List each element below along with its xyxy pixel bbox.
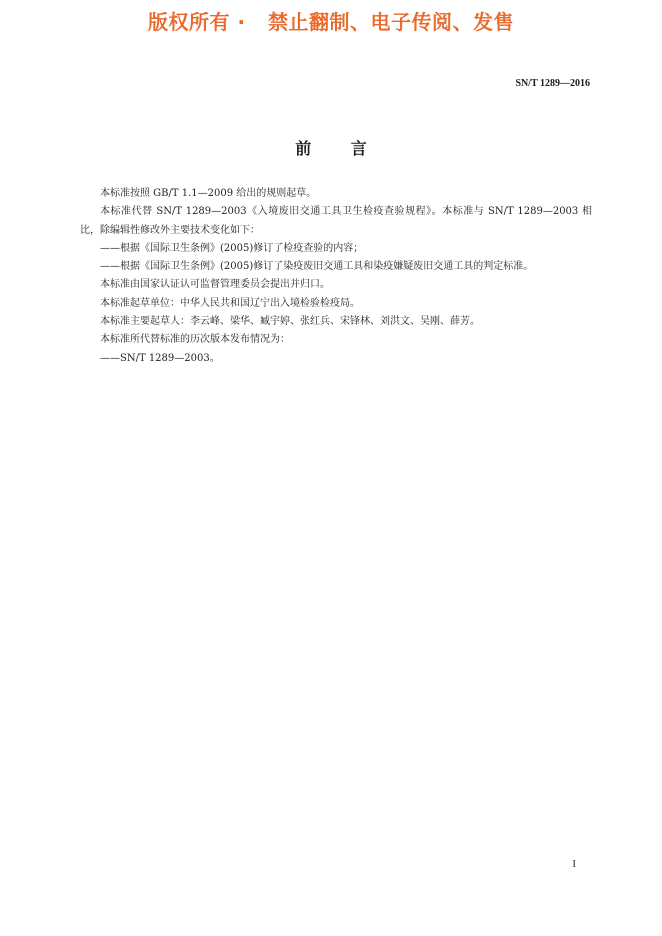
paragraph-replaces-standard: 本标准代替 SN/T 1289—2003《入境废旧交通工具卫生检疫查验规程》。本标准与 SN/T 1289—2003 相比，除编辑性修改外主要技术变化如下： <box>80 206 592 236</box>
list-item-change-criteria: ——根据《国际卫生条例》(2005)修订了染疫废旧交通工具和染疫嫌疑废旧交通工具的判定标准。 <box>100 261 534 273</box>
page-title: 前 言 <box>295 139 367 158</box>
standard-code: SN/T 1289—2016 <box>515 78 590 89</box>
page-number: I <box>572 858 576 870</box>
paragraph-proposed-by: 本标准由国家认证认可监督管理委员会提出并归口。 <box>100 279 330 291</box>
copyright-watermark: 版权所有 · 禁止翻制、电子传阅、发售 <box>148 10 514 34</box>
paragraph-drafting-rules: 本标准按照 GB/T 1.1—2009 给出的规则起草。 <box>100 188 317 199</box>
paragraph-drafting-unit: 本标准起草单位：中华人民共和国辽宁出入境检验检疫局。 <box>100 297 360 309</box>
foreword-body <box>80 185 592 368</box>
list-item-change-inspection: ——根据《国际卫生条例》(2005)修订了检疫查验的内容； <box>100 242 364 254</box>
paragraph-drafters: 本标准主要起草人：李云峰、梁华、臧宇婷、张红兵、宋锋林、刘洪文、吴刚、薛芳。 <box>100 316 480 328</box>
list-item-previous-edition: ——SN/T 1289—2003。 <box>100 352 220 364</box>
paragraph-previous-editions: 本标准所代替标准的历次版本发布情况为： <box>100 334 290 346</box>
